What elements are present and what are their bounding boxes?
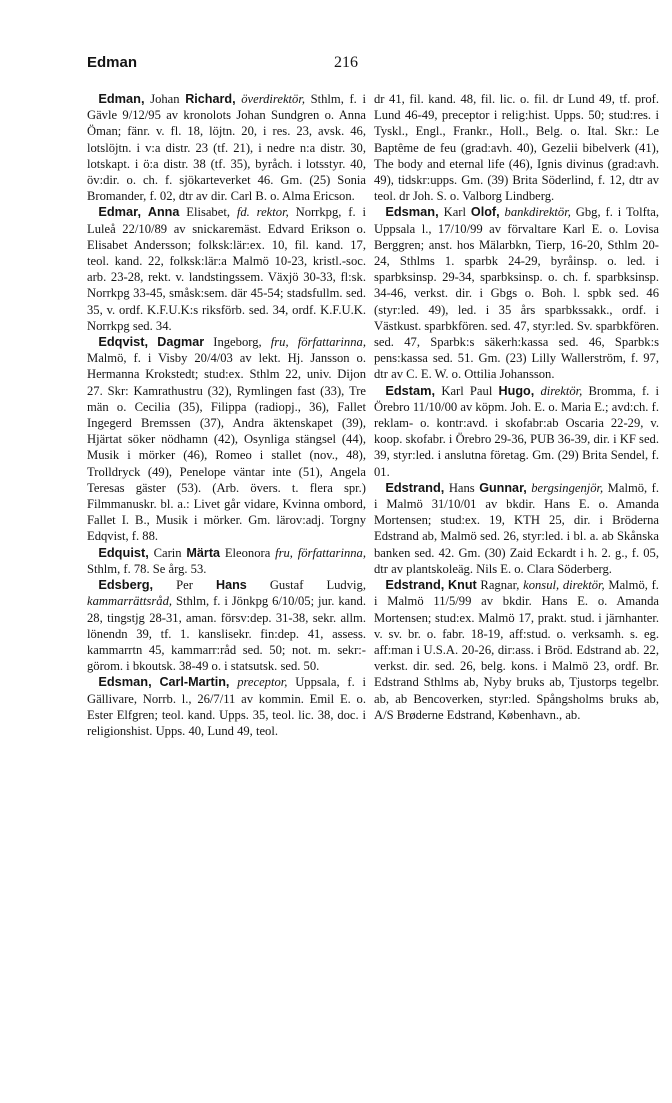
- entry-occupation: konsul, direktör,: [523, 578, 605, 593]
- entry-first-name: Anna: [147, 205, 180, 220]
- entry-occupation: fru, författarinna,: [270, 335, 366, 350]
- entry-occupation: bergsingenjör,: [531, 480, 604, 495]
- entry-given-names: Karl Paul: [441, 383, 493, 398]
- entry-edstrand-gunnar: [374, 480, 659, 577]
- entry-body: Malmö, f. i Visby 20/4/03 av lekt. Hj. Jansson o. Hermanna Krokstedt; stud:ex. Sthlm 22, univ. Dijon 27. Skr: Kamrathustru (32), Rymlingen fast (33), Tre män o. Cecilia (35), Filippa (radiopj., 36), Fallet Ingegerd Bremssen (37), Andra äktenskapet (39), Hjärtat söker nödhamn (42), Osynliga stängsel (44), Musik i mörker (46), Romeo i stallet (nov., 48), Trolldryck (49), Penelope väntar inte (51), Angela Teresas gäster (53). (Arb. övers. t. flera spr.) Filmmanuskr. bl. a.: Livet går vidare, Kvinna ombord, Fallet I. B., Musik i mörker. Gm. lärov:adj. Torgny Edqvist, f. 88.: [87, 351, 366, 544]
- entry-occupation: fd. rektor,: [236, 205, 289, 220]
- entry-first-name: Knut: [448, 578, 477, 593]
- running-head-word: Edman: [87, 54, 138, 71]
- left-column: [87, 91, 366, 739]
- entry-given-names: Hans: [448, 480, 475, 495]
- entry-occupation: fru, författarinna,: [275, 545, 366, 560]
- entry-middle-names: Elisabet,: [186, 205, 230, 220]
- entry-continuation: [374, 91, 659, 204]
- entry-body: Sthlm, f. i Gävle 9/12/95 av kronolots Johan Sundgren o. Anna Öman; fänr. v. fl. 18, löjtn. 20, i res. 23, avsk. 46, lotslöjtn. i v:a distr. 23 (tf. 21), i nedre n:a distr. 30, lotskapt. i ö:a distr. 38 (tf. 35), byråch. i lotsstyr. 40, öv:dir. o. ch. f. sjökarteverket 46. Gm. (25) Sonia Bromander, f. 02, dtr av dir. Carl B. o. Alma Ericson.: [87, 92, 366, 204]
- entry-given-names: Karl: [443, 205, 466, 220]
- entry-middle-names: Gustaf Ludvig,: [269, 578, 366, 593]
- entry-edquist-marta: [87, 545, 366, 577]
- entry-headword: Edqvist,: [98, 334, 149, 350]
- entry-headword: Edstrand,: [385, 577, 445, 593]
- entry-first-name: Olof,: [470, 205, 500, 220]
- entry-middle-names: Eleonora: [224, 545, 271, 560]
- entry-occupation: direktör,: [540, 383, 583, 398]
- entry-occupation: kammarrättsråd,: [87, 594, 173, 609]
- entry-body: dr 41, fil. kand. 48, fil. lic. o. fil. dr Lund 49, tf. prof. Lund 46-49, preceptor i relig:hist. Upps. 50; stud:res. i Tyskl., Engl., Frankr., Holl., Belg. o. Ital. Skr.: Le Baptême de feu (grad:avh. 40), Gezelii bibelverk (41), The body and eternal life (46), Ignis divinus (grad:avh. 49), tidskr:upps. Gm. (39) Brita Söderlind, f. 12, dtr av teol. dr Joh. S. o. Valborg Lindberg.: [374, 92, 659, 204]
- entry-headword: Edmar,: [98, 204, 142, 220]
- entry-first-name: Richard,: [185, 92, 236, 106]
- entry-headword: Edstrand,: [385, 479, 445, 495]
- page-number: 216: [334, 54, 358, 71]
- entry-first-name: Hugo,: [498, 383, 535, 398]
- entry-edman-johan-richard: [87, 91, 366, 204]
- entry-headword: Edman,: [98, 91, 145, 106]
- entry-body: Uppsala, f. i Gällivare, Norrb. l., 26/7/11 av kommin. Emil E. o. Ester Elfgren; teol. kand. Upps. 35, teol. lic. 38, doc. i religionshist. Upps. 40, Lund 49, teol.: [87, 675, 366, 738]
- entry-first-name: Gunnar,: [479, 480, 527, 495]
- entry-edsberg-hans: [87, 577, 366, 674]
- entry-occupation: bankdirektör,: [504, 205, 571, 220]
- entry-edstrand-knut: [374, 577, 659, 723]
- entry-first-name: Dagmar: [157, 335, 205, 350]
- entry-headword: Edstam,: [385, 382, 436, 398]
- entry-edstam-hugo: [374, 383, 659, 480]
- entry-headword: Edsberg,: [98, 577, 154, 593]
- entry-given-names: Johan: [150, 92, 180, 106]
- entry-first-name: Carl-Martin,: [159, 675, 230, 690]
- entry-middle-names: Ingeborg,: [213, 335, 262, 350]
- entry-occupation: preceptor,: [237, 675, 288, 690]
- entry-edmar-anna: [87, 204, 366, 334]
- entry-body: Sthlm, f. 78. Se årg. 53.: [87, 561, 207, 576]
- entry-body: Norrkpg, f. i Luleå 22/10/89 av snickaremäst. Edvard Erikson o. Elisabet Andersson; folksk:lär:ex. 10, fil. kand. 17, teol. kand. 22, folksk:lär:a Malmö 10-23, kristl.-soc. arb. 23-28, rekt. v. landstingssem. Växjö 30-33, fl:sk. Norrkpg 33-45, småsk:sem. där 45-54; stadsfullm. sed. 35, v. ordf. K.F.U.K:s riksförb. sed. 34, ordf. K.F.U.K. Norrkpg sed. 34.: [87, 205, 366, 333]
- entry-headword: Edsman,: [98, 674, 152, 690]
- entry-occupation: överdirektör,: [241, 92, 305, 106]
- entry-headword: Edquist,: [98, 544, 149, 560]
- right-column: [374, 91, 659, 723]
- entry-first-name: Märta: [186, 545, 221, 560]
- entry-body: Sthlm, f. i Jönkpg 6/10/05; jur. kand. 28, tingstjg 28-31, aman. försv:dep. 31-38, sekr. allm. lönendn 39, tf. 1. kanslisekr. fin:dep. 41, assess. kammarrtn 45, kammarr:råd sed. 50; not. m. sekr:-görom. i bkoutsk. 38-49 o. i statsutsk. sed. 50.: [87, 594, 366, 674]
- entry-body: Malmö, f. i Malmö 11/5/99 av bkdir. Hans E. o. Amanda Mortensen; stud:ex. Malmö 17, prakt. stud. i järnhanter. v. sv. br. o. fabr. 18-19, aff:stud. o. verksamh. s. eg. aff:man i U.S.A. 20-26, dir:ass. i Bröd. Edstrand ab. 22, verkst. dir. sed. 26, belg. kons. i Malmö 23, ordf. Br. Edstrand Sthlms ab, Nyby bruks ab, Tjustorps tegelbr. ab, ab Bencoverken, styr:led. Spångsholms bruks ab, A/S Brøderne Edstrand, København., ab.: [374, 578, 659, 722]
- running-header: [0, 54, 672, 78]
- entry-edsman-olof: [374, 204, 659, 382]
- entry-first-name: Hans: [215, 578, 247, 593]
- entry-middle-names: Ragnar,: [480, 578, 520, 593]
- entry-body: Gbg, f. i Tolfta, Uppsala l., 17/10/99 av förvaltare Karl E. o. Lovisa Berggren; anst. hos Mälarbkn, Tierp, 16-20, Sthlm 20-24, Sthlms 1. sparbk 24-29, byråinsp. o. led. i sparbksinsp. 29-34, sparbksinsp. o. ch. f. sparbksinsp. 34-46, verkst. dir. i Gbgs o. Boh. l. spbk sed. 46 (styr:led. 49), led. i 35 års sparbkssakk., ordf. i Västkust. sparbkfören. sed. 47, styr:led. Sv. sparbkfören. sed. 47, Sparbk:s säkerh:kassa sed. 46, Sparbk:s pens:kassa sed. 51. Gm. (23) Lilly Wallerström, f. 97, dtr av C. E. W. o. Ottilia Johansson.: [374, 205, 660, 382]
- entry-given-names: Per: [176, 578, 193, 593]
- entry-body: Malmö, f. i Malmö 31/10/01 av bkdir. Hans E. o. Amanda Mortensen; stud:ex. 19, KTH 25, dir. i Bröderna Edstrand ab, Malmö sed. 26, styr:led. i bl. a. ab Skånska banken sed. 42. Gm. (30) Zaid Eckardt i h. 2. g., f. 05, dtr av plantskoleäg. Nils E. o. Clara Söderberg.: [374, 480, 659, 576]
- entry-headword: Edsman,: [385, 204, 439, 220]
- entry-body: Bromma, f. i Örebro 11/10/00 av köpm. Joh. E. o. Maria E.; avd:ch. f. reklam- o. kontr:avd. i skofabr:ab Oscaria 22-29, v. koop. skofabr. i Örebro 29-36, PUB 36-39, dir. i KF sed. 39, styr:led. i anslutna företag. Gm. (29) Brita Sendel, f. 01.: [374, 383, 660, 479]
- entry-edsman-carl-martin: [87, 674, 366, 739]
- entry-given-names: Carin: [153, 545, 182, 560]
- entry-edqvist-dagmar: [87, 334, 366, 545]
